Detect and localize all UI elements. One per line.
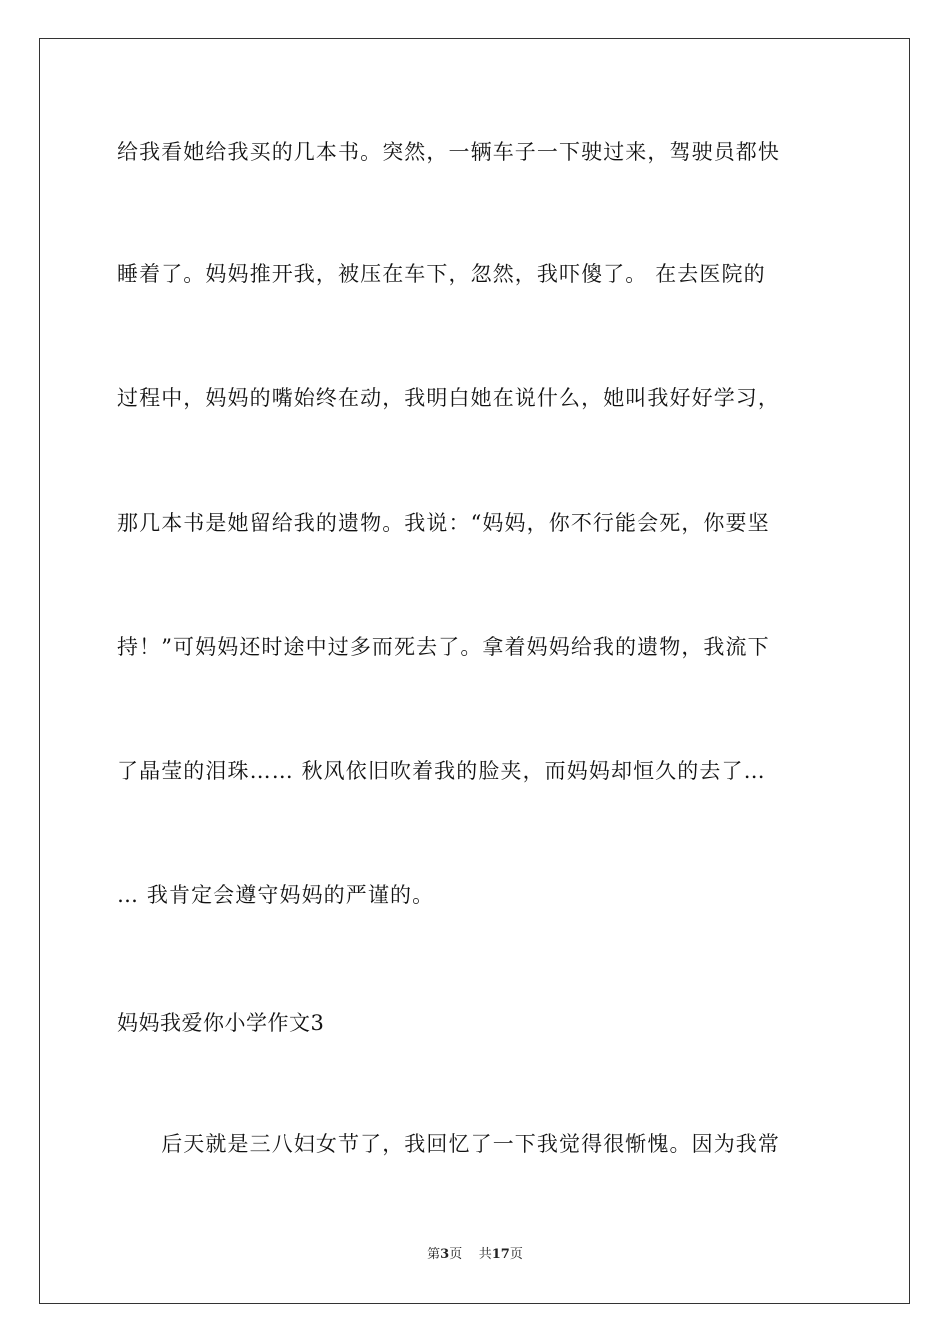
footer-total-pages: 17: [491, 1247, 510, 1262]
footer-page-suffix: 页: [449, 1247, 463, 1262]
body-line-6: 了晶莹的泪珠…… 秋风依旧吹着我的脸夹，而妈妈却恒久的去了…: [117, 759, 766, 783]
footer-page-number: 3: [440, 1247, 450, 1262]
body-line-4: 那几本书是她留给我的遗物。我说：“妈妈，你不行能会死，你要坚: [117, 511, 770, 535]
footer-total-prefix: 共: [478, 1247, 492, 1262]
page-border: [39, 38, 910, 1304]
section-heading: 妈妈我爱你小学作文3: [117, 1011, 325, 1035]
body-line-7: … 我肯定会遵守妈妈的严谨的。: [117, 883, 435, 907]
footer-total-suffix: 页: [509, 1247, 523, 1262]
footer-page-prefix: 第: [427, 1247, 441, 1262]
body-line-2: 睡着了。妈妈推开我，被压在车下，忽然，我吓傻了。 在去医院的: [117, 262, 766, 286]
body-line-5: 持！”可妈妈还时途中过多而死去了。拿着妈妈给我的遗物，我流下: [117, 635, 770, 659]
body-line-3: 过程中，妈妈的嘴始终在动，我明白她在说什么，她叫我好好学习，: [117, 386, 780, 410]
body-line-1: 给我看她给我买的几本书。突然，一辆车子一下驶过来，驾驶员都快: [117, 140, 780, 164]
page-footer: [0, 1246, 950, 1264]
section-first-line: 后天就是三八妇女节了，我回忆了一下我觉得很惭愧。因为我常: [117, 1132, 780, 1156]
